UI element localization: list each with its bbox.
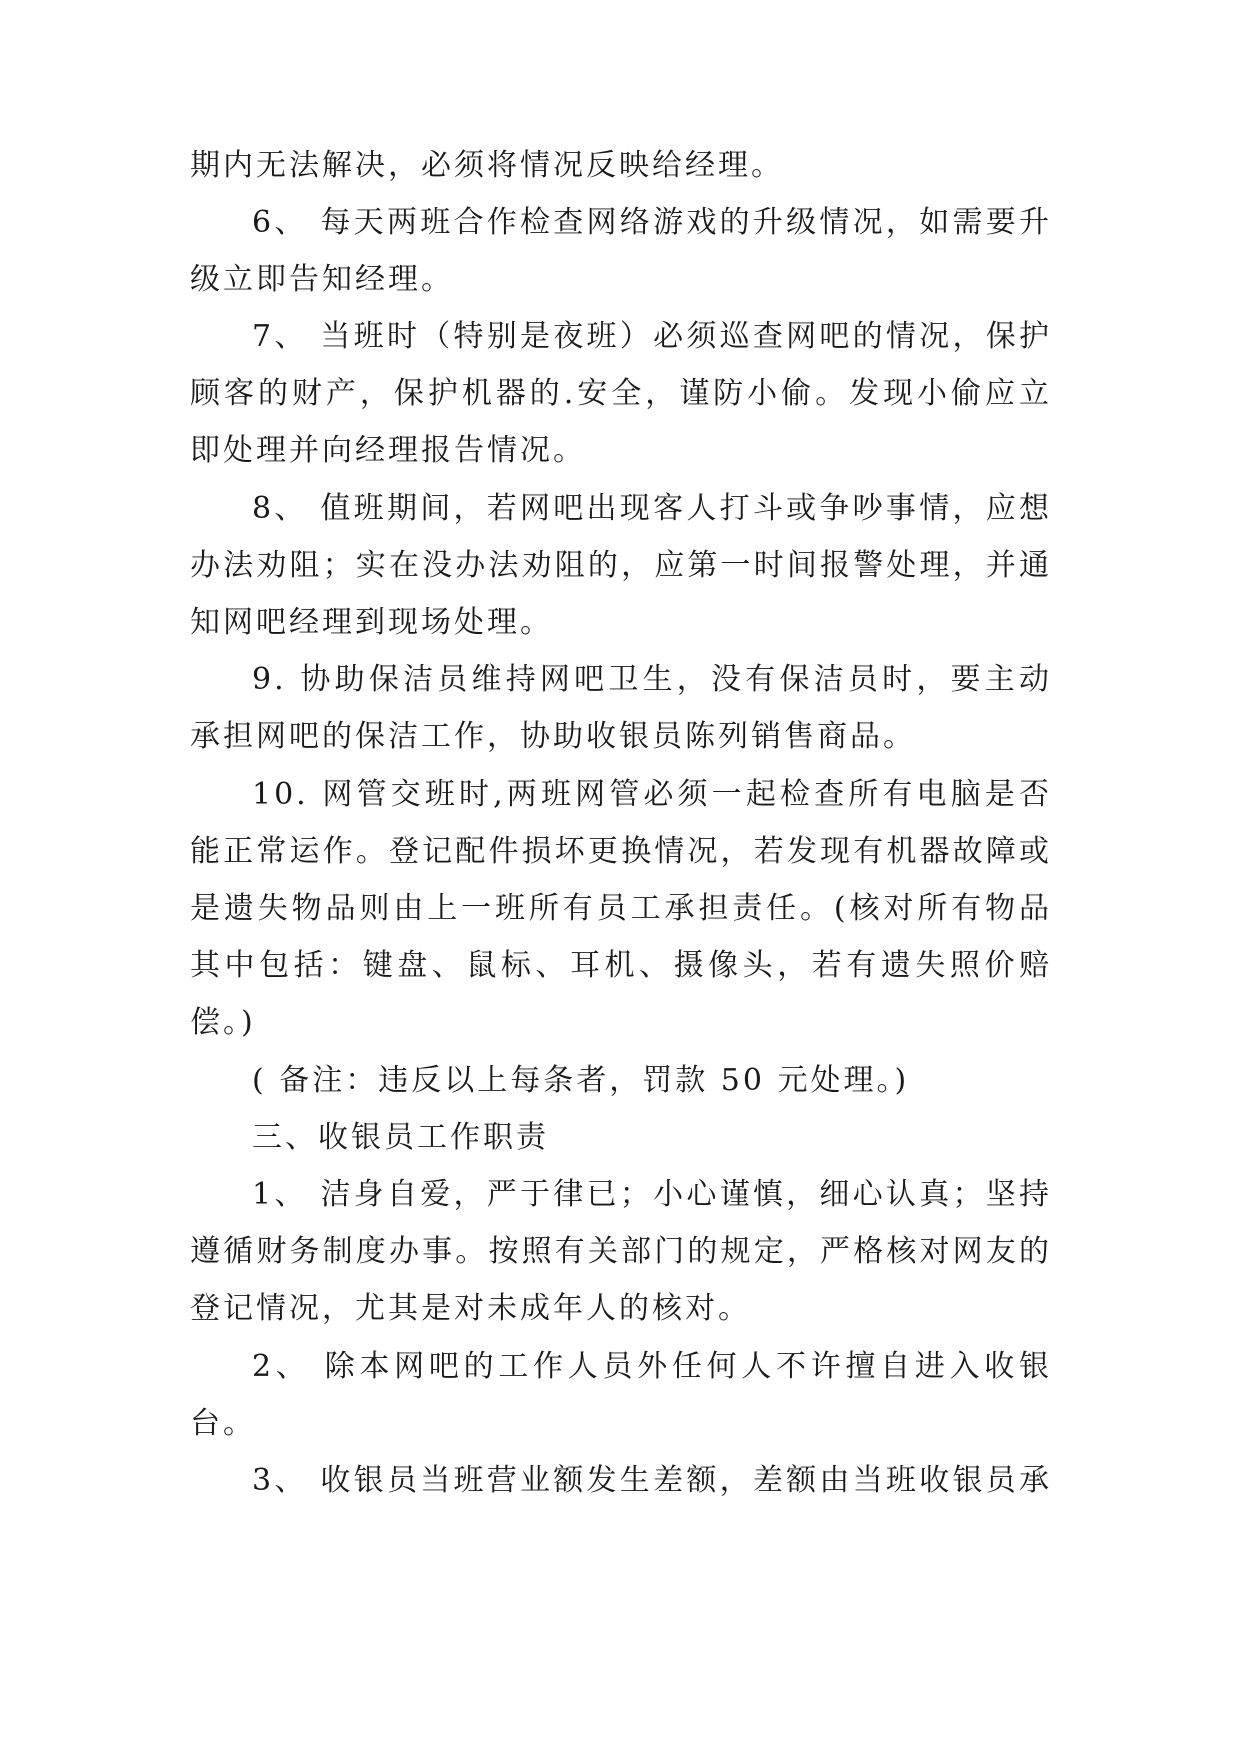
text-line: 期内无法解决，必须将情况反映给经理。 xyxy=(190,148,784,183)
text-line: 1、 洁身自爱，严于律已；小心谨慎，细心认真；坚持 xyxy=(252,1177,1052,1212)
text-line: 遵循财务制度办事。按照有关部门的规定，严格核对网友的 xyxy=(190,1234,1052,1269)
text-line: 办法劝阻；实在没办法劝阻的，应第一时间报警处理，并通 xyxy=(190,548,1052,583)
text-line: 其中包括：键盘、鼠标、耳机、摄像头，若有遗失照价赔 xyxy=(190,948,1052,983)
text-line: 顾客的财产，保护机器的.安全，谨防小偷。发现小偷应立 xyxy=(190,376,1052,411)
text-line: 3、 收银员当班营业额发生差额，差额由当班收银员承 xyxy=(252,1463,1052,1498)
text-line: 承担网吧的保洁工作，协助收银员陈列销售商品。 xyxy=(190,719,916,754)
note-line: ( 备注：违反以上每条者，罚款 50 元处理。) xyxy=(252,1063,910,1098)
text-line: 偿。) xyxy=(190,1005,256,1040)
text-line: 即处理并向经理报告情况。 xyxy=(190,433,586,468)
text-line: 能正常运作。登记配件损坏更换情况，若发现有机器故障或 xyxy=(190,834,1052,869)
text-line: 2、 除本网吧的工作人员外任何人不许擅自进入收银 xyxy=(252,1349,1052,1384)
text-line: 台。 xyxy=(190,1406,256,1441)
text-line: 7、 当班时（特别是夜班）必须巡查网吧的情况，保护 xyxy=(252,319,1052,354)
text-line: 级立即告知经理。 xyxy=(190,262,454,297)
text-line: 9. 协助保洁员维持网吧卫生，没有保洁员时，要主动 xyxy=(252,662,1052,697)
text-line: 10. 网管交班时,两班网管必须一起检查所有电脑是否 xyxy=(252,777,1052,812)
text-line: 知网吧经理到现场处理。 xyxy=(190,605,553,640)
section-heading: 三、收银员工作职责 xyxy=(252,1120,549,1155)
text-line: 登记情况，尤其是对未成年人的核对。 xyxy=(190,1291,751,1326)
text-line: 是遗失物品则由上一班所有员工承担责任。(核对所有物品 xyxy=(190,891,1052,926)
text-line: 8、 值班期间，若网吧出现客人打斗或争吵事情，应想 xyxy=(252,491,1052,526)
text-line: 6、 每天两班合作检查网络游戏的升级情况，如需要升 xyxy=(252,205,1052,240)
